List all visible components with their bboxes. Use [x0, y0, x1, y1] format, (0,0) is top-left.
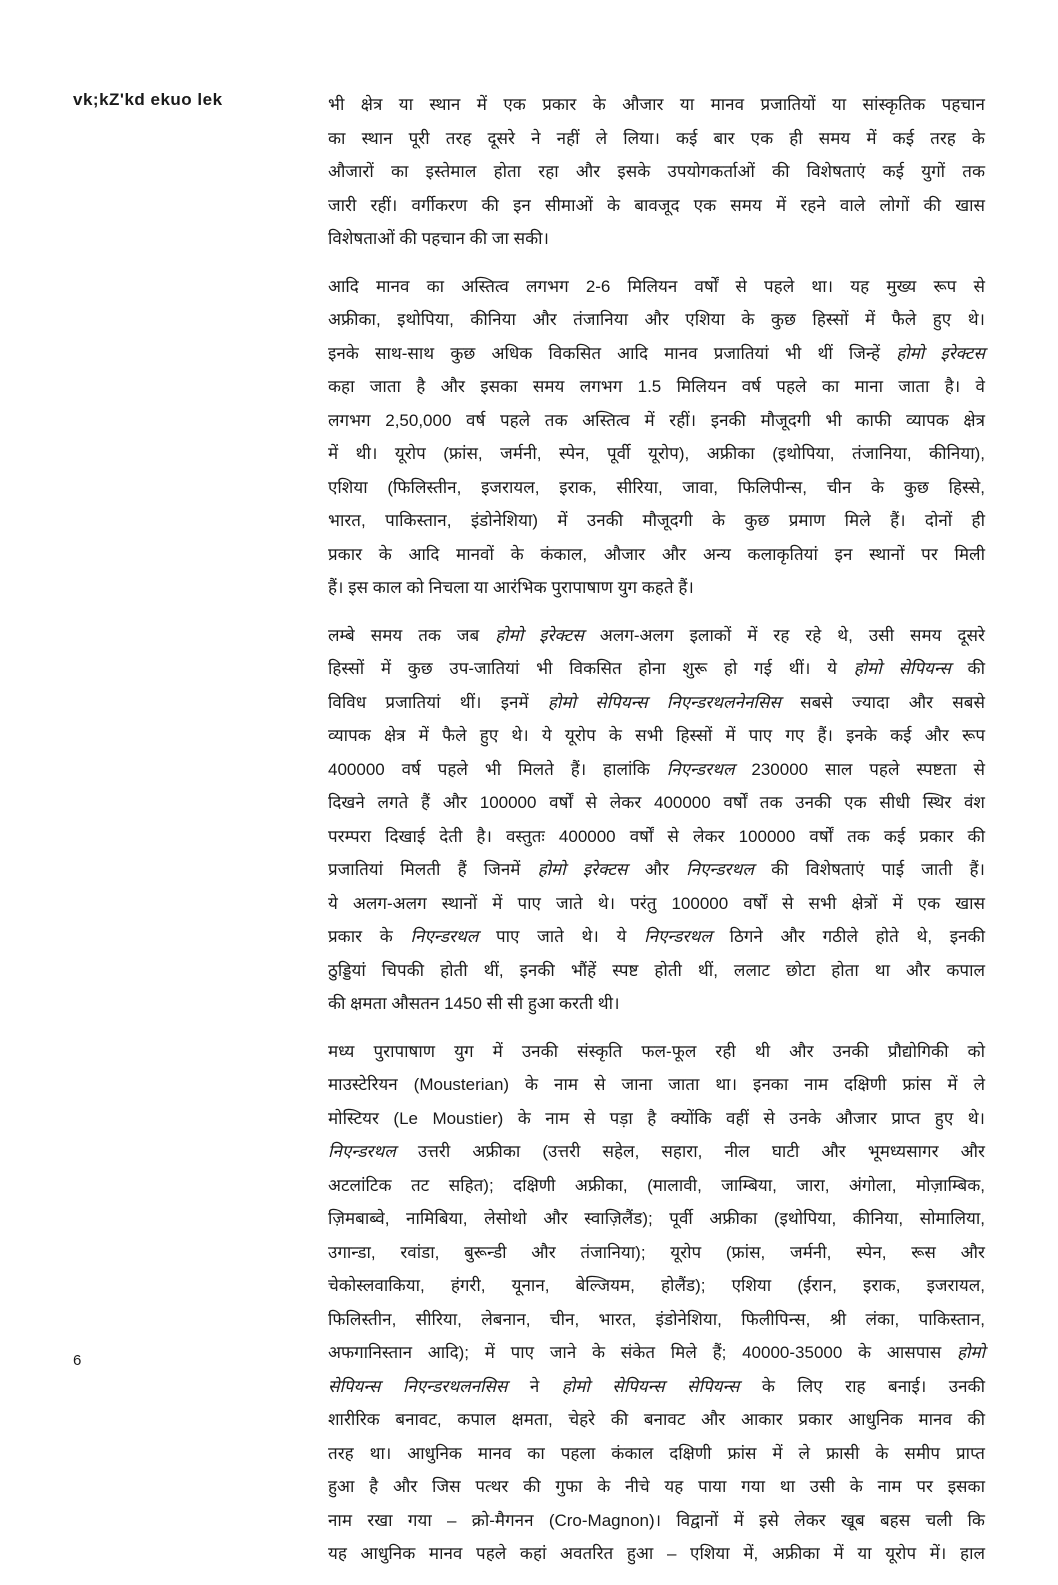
text-run: परम्परा दिखाई देती है। वस्तुतः 400000 वर्षों से लेकर 100000 वर्षों तक कई प्रकार की	[328, 826, 985, 846]
text-run: भी क्षेत्र या स्थान में एक प्रकार के औजार या मानव प्रजातियों या सांस्कृतिक पहचान	[328, 95, 985, 114]
text-run: उत्तरी अफ्रीका (उत्तरी सहेल, सहारा, नील घाटी और भूमध्यसागर और	[395, 1142, 985, 1161]
text-line	[328, 1202, 985, 1236]
text-run: दिखने लगते हैं और 100000 वर्षों से लेकर 400000 वर्षों तक उनकी एक सीधी स्थिर वंश	[328, 793, 985, 812]
text-line	[328, 1135, 985, 1169]
text-run: विशेषताओं की पहचान की जा सकी।	[328, 229, 549, 248]
italic-term: निएन्डरथल	[686, 860, 754, 879]
text-line	[328, 303, 985, 337]
text-line	[328, 920, 985, 954]
text-run: शारीरिक बनावट, कपाल क्षमता, चेहरे की बनावट और आकार प्रकार आधुनिक मानव की	[328, 1410, 985, 1429]
text-line	[328, 504, 985, 538]
text-run: की क्षमता औसतन 1450 सी सी हुआ करती थी।	[328, 994, 620, 1013]
text-run: लम्बे समय तक जब	[328, 625, 496, 645]
text-line	[328, 820, 985, 854]
text-run: एशिया (फिलिस्तीन, इजरायल, इराक, सीरिया, जावा, फिलिपीन्स, चीन के कुछ हिस्से,	[328, 477, 985, 497]
italic-term: होमो	[957, 1343, 985, 1362]
text-run: हैं। इस काल को निचला या आरंभिक पुरापाषाण युग कहते हैं।	[328, 578, 694, 597]
italic-term: निएन्डरथल	[410, 927, 479, 946]
text-run: हुआ है और जिस पत्थर की गुफा के नीचे यह पाया गया था उसी के नाम पर इसका	[328, 1477, 985, 1496]
text-line	[328, 652, 985, 686]
text-run: 400000 वर्ष पहले भी मिलते हैं। हालांकि	[328, 759, 667, 779]
text-line	[328, 954, 985, 988]
text-line	[328, 786, 985, 820]
text-line	[328, 270, 985, 304]
text-line	[328, 1236, 985, 1270]
text-run: अफगानिस्तान आदि); में पाए जाने के संकेत मिले हैं; 40000-35000 के आसपास	[328, 1343, 957, 1362]
text-line	[328, 189, 985, 223]
italic-term: सेपियन्स निएन्डरथलनसिस	[328, 1376, 508, 1396]
text-line	[328, 887, 985, 921]
text-run: की विशेषताएं पाई जाती हैं।	[753, 860, 985, 879]
text-run: औजारों का इस्तेमाल होता रहा और इसके उपयोगकर्ताओं की विशेषताएं कई युगों तक	[328, 162, 985, 181]
italic-term: होमो सेपियन्स सेपियन्स	[561, 1376, 740, 1396]
text-line	[328, 122, 985, 156]
text-run: की	[950, 659, 986, 678]
text-run: ठिगने और गठीले होते थे, इनकी	[711, 927, 985, 946]
text-run: विविध प्रजातियां थीं। इनमें	[328, 692, 548, 712]
text-line	[328, 987, 985, 1021]
italic-term: होमो इरेक्टस	[896, 343, 985, 363]
italic-term: निएन्डरथल	[644, 927, 712, 946]
text-run: में थी। यूरोप (फ्रांस, जर्मनी, स्पेन, पूर्वी यूरोप), अफ्रीका (इथोपिया, तंजानिया, कीनिया),	[328, 444, 985, 463]
text-run: प्रकार के आदि मानवों के कंकाल, औजार और अन्य कलाकृतियां इन स्थानों पर मिली	[328, 544, 985, 564]
text-run: इनके साथ-साथ कुछ अधिक विकसित आदि मानव प्रजातियां भी थीं जिन्हें	[328, 343, 897, 363]
text-line	[328, 404, 985, 438]
text-line	[328, 619, 985, 653]
text-run: प्रजातियां मिलती हैं जिनमें	[328, 860, 538, 879]
text-line	[328, 1068, 985, 1102]
body-text	[328, 88, 985, 1585]
text-line	[328, 471, 985, 505]
text-line	[328, 1303, 985, 1337]
text-run: सबसे ज्यादा और सबसे	[780, 692, 986, 712]
text-run: भारत, पाकिस्तान, इंडोनेशिया) में उनकी मौजूदगी के कुछ प्रमाण मिले हैं। दोनों ही	[328, 511, 985, 530]
text-run: 230000 साल पहले स्पष्टता से	[734, 759, 985, 779]
text-line	[328, 1102, 985, 1136]
text-run: आदि मानव का अस्तित्व लगभग 2-6 मिलियन वर्षों से पहले था। यह मुख्य रूप से	[328, 276, 985, 296]
text-line	[328, 155, 985, 189]
italic-term: निएन्डरथल	[328, 1142, 396, 1161]
text-line	[328, 1537, 985, 1571]
text-line	[328, 538, 985, 572]
text-run: व्यापक क्षेत्र में फैले हुए थे। ये यूरोप के सभी हिस्सों में पाए गए हैं। इनके कई और रूप	[328, 726, 985, 745]
text-run: जारी रहीं। वर्गीकरण की इन सीमाओं के बावजूद एक समय में रहने वाले लोगों की खास	[328, 195, 985, 215]
text-run: नाम रखा गया – क्रो-मैगनन (Cro-Magnon)। विद्वानों में इसे लेकर खूब बहस चली कि	[328, 1510, 985, 1530]
text-line	[328, 1470, 985, 1504]
text-run: के लिए राह बनाई। उनकी	[739, 1376, 985, 1396]
text-line	[328, 1035, 985, 1069]
text-run: मोस्टियर (Le Moustier) के नाम से पड़ा है क्योंकि वहीं से उनके औजार प्राप्त हुए थे।	[328, 1108, 985, 1128]
text-run: कहा जाता है और इसका समय लगभग 1.5 मिलियन वर्ष पहले का माना जाता है। वे	[328, 377, 985, 396]
text-line	[328, 222, 985, 256]
text-line	[328, 753, 985, 787]
text-run: अटलांटिक तट सहित); दक्षिणी अफ्रीका, (मालावी, जाम्बिया, जारा, अंगोला, मोज़ाम्बिक,	[328, 1175, 985, 1195]
text-line	[328, 337, 985, 371]
text-run: पाए जाते थे। ये	[478, 927, 645, 946]
running-head: vk;kZ'kd ekuo lek	[73, 90, 223, 109]
text-line	[328, 686, 985, 720]
text-run: हिस्सों में कुछ उप-जातियां भी विकसित होना शुरू हो गई थीं। ये	[328, 659, 854, 678]
text-run: प्रकार के	[328, 927, 411, 946]
text-run: ठुड्डियां चिपकी होती थीं, इनकी भौंहें स्पष्ट होती थीं, ललाट छोटा होता था और कपाल	[328, 960, 985, 980]
text-run: चेकोस्लवाकिया, हंगरी, यूनान, बेल्जियम, होलैंड); एशिया (ईरान, इराक, इजरायल,	[328, 1276, 985, 1295]
text-run: यह आधुनिक मानव पहले कहां अवतरित हुआ – एशिया में, अफ्रीका में या यूरोप में। हाल	[328, 1544, 985, 1563]
text-run: मध्य पुरापाषाण युग में उनकी संस्कृति फल-फूल रही थी और उनकी प्रौद्योगिकी को	[328, 1041, 985, 1061]
paragraph	[328, 1035, 985, 1571]
text-run: फिलिस्तीन, सीरिया, लेबनान, चीन, भारत, इंडोनेशिया, फिलीपिन्स, श्री लंका, पाकिस्तान,	[328, 1309, 985, 1329]
text-run: लगभग 2,50,000 वर्ष पहले तक अस्तित्व में रहीं। इनकी मौजूदगी भी काफी व्यापक क्षेत्र	[328, 410, 985, 430]
paragraph	[328, 270, 985, 605]
text-line	[328, 1437, 985, 1471]
text-run: अलग-अलग इलाकों में रह रहे थे, उसी समय दूसरे	[583, 625, 985, 645]
text-line	[328, 1370, 985, 1404]
text-run: माउस्टेरियन (Mousterian) के नाम से जाना जाता था। इनका नाम दक्षिणी फ्रांस में ले	[328, 1075, 985, 1094]
text-line	[328, 1169, 985, 1203]
italic-term: होमो सेपियन्स	[853, 659, 951, 678]
italic-term: निएन्डरथल	[666, 759, 735, 779]
page-number: 6	[73, 1352, 82, 1369]
text-line	[328, 437, 985, 471]
text-line	[328, 1504, 985, 1538]
text-run: ये अलग-अलग स्थानों में पाए जाते थे। परंतु 100000 वर्षों से सभी क्षेत्रों में एक खास	[328, 893, 985, 913]
text-line	[328, 1403, 985, 1437]
text-line	[328, 88, 985, 122]
text-run: ज़िमबाब्वे, नामिबिया, लेसोथो और स्वाज़िलैंड); पूर्वी अफ्रीका (इथोपिया, कीनिया, सोमालिया,	[328, 1209, 985, 1228]
text-line	[328, 571, 985, 605]
text-line	[328, 370, 985, 404]
paragraph	[328, 619, 985, 1021]
text-line	[328, 1269, 985, 1303]
text-line	[328, 853, 985, 887]
paragraph	[328, 88, 985, 256]
text-run: अफ्रीका, इथोपिया, कीनिया और तंजानिया और एशिया के कुछ हिस्सों में फैले हुए थे।	[328, 310, 985, 329]
text-run: ने	[507, 1376, 562, 1396]
text-run: और	[627, 860, 687, 879]
text-run: का स्थान पूरी तरह दूसरे ने नहीं ले लिया। कई बार एक ही समय में कई तरह के	[328, 128, 985, 148]
text-line	[328, 1336, 985, 1370]
italic-term: होमो इरेक्टस	[537, 860, 628, 879]
text-line	[328, 719, 985, 753]
italic-term: होमो सेपियन्स निएन्डरथलनेनसिस	[547, 692, 781, 712]
italic-term: होमो इरेक्टस	[495, 625, 584, 645]
text-run: तरह था। आधुनिक मानव का पहला कंकाल दक्षिणी फ्रांस में ले फ्रासी के समीप प्राप्त	[328, 1443, 985, 1463]
text-run: उगान्डा, रवांडा, बुरून्डी और तंजानिया); यूरोप (फ्रांस, जर्मनी, स्पेन, रूस और	[328, 1242, 985, 1262]
